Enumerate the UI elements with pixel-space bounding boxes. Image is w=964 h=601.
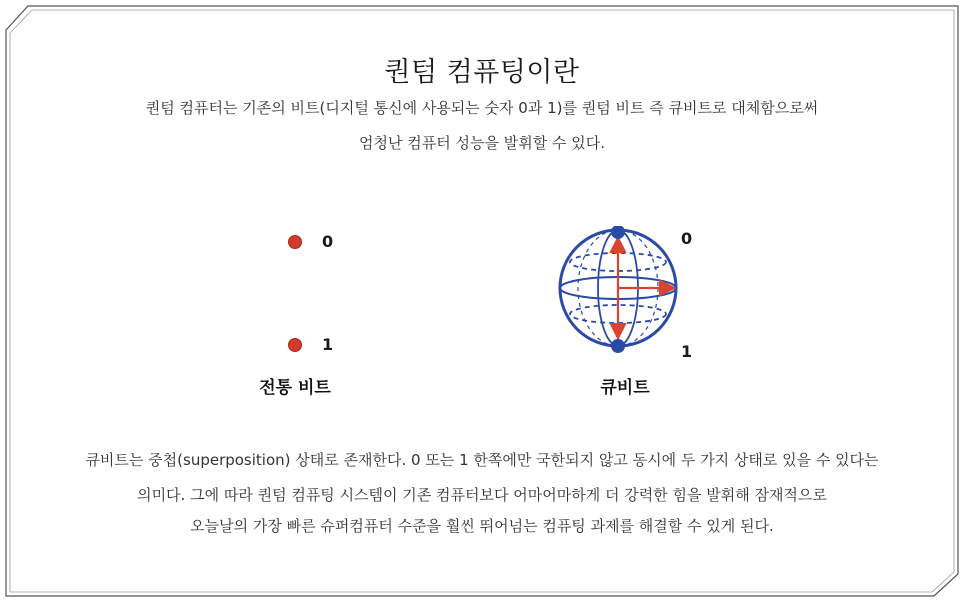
qubit-zero-label: 0 (681, 229, 693, 248)
bloch-sphere-icon (552, 226, 688, 356)
intro-line-2: 엄청난 컴퓨터 성능을 발휘할 수 있다. (359, 134, 605, 152)
bit-zero-row (288, 232, 333, 251)
body-line-1: 큐비트는 중첩(superposition) 상태로 존재한다. 0 또는 1 한쪽에만 국한되지 않고 동시에 두 가지 상태로 있을 수 있다는 (85, 451, 879, 469)
bit-one-dot (288, 338, 302, 352)
body-line-3: 오늘날의 가장 빠른 슈퍼컴퓨터 수준을 훨씬 뛰어넘는 컴퓨팅 과제를 해결할 수 있게 된다. (190, 517, 774, 535)
qubit-one-label: 1 (681, 342, 693, 361)
intro-line-1: 퀀텀 컴퓨터는 기존의 비트(디지털 통신에 사용되는 숫자 0과 1)를 퀀텀 비트 즉 큐비트로 대체함으로써 (145, 99, 819, 117)
qubit-caption: 큐비트 (600, 378, 650, 398)
bit-zero-dot (288, 235, 302, 249)
body-line-2: 의미다. 그에 따라 퀀텀 컴퓨팅 시스템이 기존 컴퓨터보다 어마어마하게 더 강력한 힘을 발휘해 잠재적으로 (137, 486, 827, 504)
page-title: 퀀텀 컴퓨팅이란 (384, 57, 580, 88)
bit-one-row (288, 335, 333, 354)
bit-one-label: 1 (322, 335, 334, 354)
classical-bit-caption: 전통 비트 (259, 378, 331, 398)
bit-zero-label: 0 (322, 232, 334, 251)
